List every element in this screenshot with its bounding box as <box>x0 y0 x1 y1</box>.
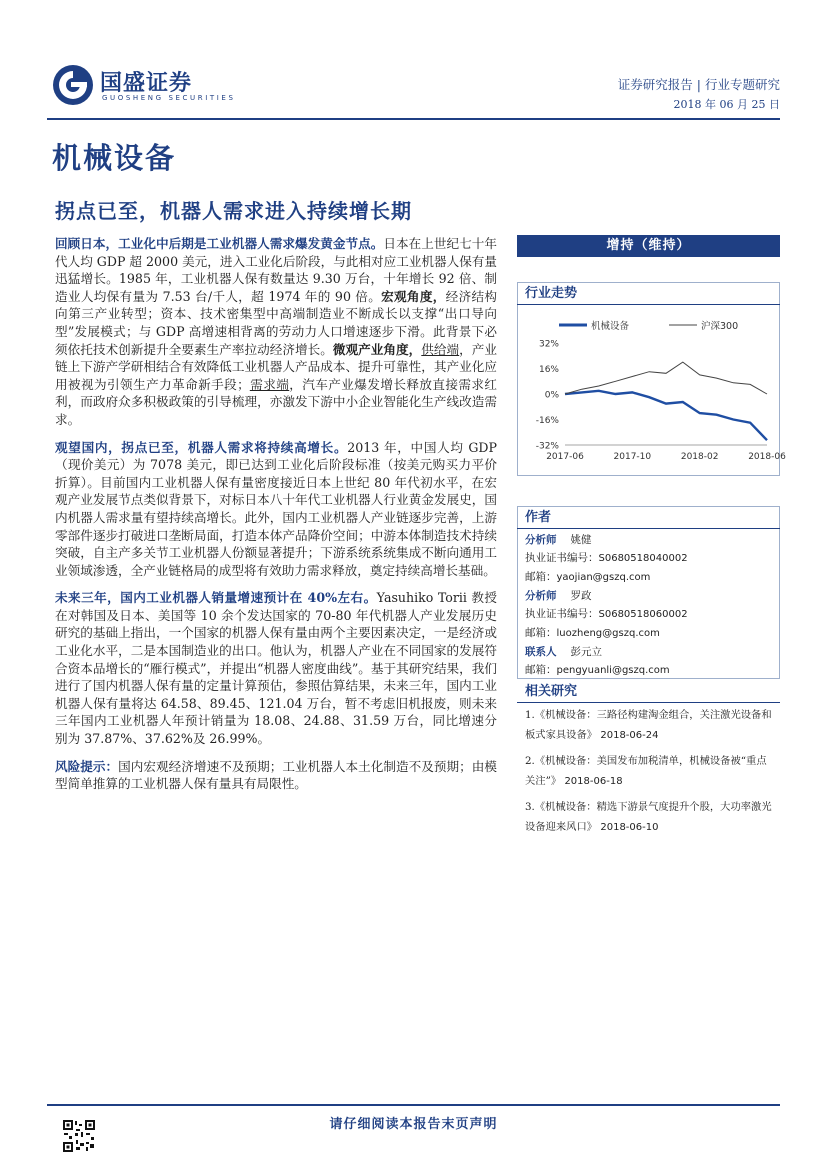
author-email: luozheng@gszq.com <box>556 628 660 639</box>
author-role: 分析师 <box>525 534 557 546</box>
x-tick-label: 2018-02 <box>680 452 719 462</box>
paragraph-subhead: 宏观角度， <box>381 288 446 304</box>
footer-divider <box>47 1104 780 1106</box>
author-name-row <box>525 531 775 549</box>
y-tick-label: -32% <box>535 441 559 452</box>
cert-number: S0680518060002 <box>598 609 688 620</box>
related-item[interactable] <box>525 797 775 838</box>
y-tick-label: 0% <box>544 390 559 401</box>
author-email-row <box>525 568 775 587</box>
report-kind: 证券研究报告 <box>617 77 693 92</box>
related-item-date: 2018-06-24 <box>600 730 659 741</box>
series-line-csi300 <box>565 362 767 394</box>
authors-title: 作者 <box>517 506 780 529</box>
summary-paragraph-forecast <box>55 589 497 747</box>
author-name-row <box>525 587 775 605</box>
series-line-machinery <box>565 391 767 440</box>
summary-paragraph-china <box>55 439 497 580</box>
contact-email: pengyuanli@gszq.com <box>556 665 670 676</box>
email-label: 邮箱： <box>525 664 557 676</box>
email-label: 邮箱： <box>525 627 557 639</box>
cert-label: 执业证书编号： <box>525 552 599 564</box>
related-item-date: 2018-06-10 <box>600 822 659 833</box>
header-divider <box>47 118 780 120</box>
paragraph-text: 2013 年，中国人均 GDP（现价美元）为 7078 美元，即已达到工业化后阶段标准（按美元购买力平价折算）。目前国内工业机器人保有量密度接近日本上世纪 80 年代初水平，在宏观产业发展节点类似背景下，对标日本八十年代工业机器人行业黄金发展史，国内机器人需求量有望持续高增长。此外，国内工业机器人产业链逐步完善，上游零部件逐步打破进口垄断局面，打造本体产品降价空间；中游本体制造技术持续突破，自主产多关节工业机器人份额显著提升；下游系统系统集成不断向通用工业领域渗透，全产业链格局的成型将有效助力需求释放，奠定持续高增长基础。 <box>55 439 497 578</box>
sector-title: 机械设备 <box>52 141 177 175</box>
related-item[interactable] <box>525 751 775 792</box>
rating-badge: 增持（维持） <box>517 235 780 257</box>
x-tick-label: 2017-10 <box>613 452 652 462</box>
y-tick-label: 32% <box>538 339 559 350</box>
paragraph-lead: 未来三年，国内工业机器人销量增速预计在 40%左右。 <box>55 590 377 606</box>
contact-role: 联系人 <box>525 646 557 658</box>
contact-name-row <box>525 643 775 661</box>
trend-title: 行业走势 <box>517 282 780 305</box>
related-research-title: 相关研究 <box>517 680 780 703</box>
report-date: 2018 年 06 月 25 日 <box>673 98 780 111</box>
paragraph-text: 日本在上世纪七十年代人均 GDP 超 2000 美元，进入工业化后阶段，与此相对应工业机器人保有量迅猛增长。1985 年，工业机器人保有数量达 9.30 万台，十年增长 92 倍、制造业人均保有量为 7.53 台/千人，超 1974 年的 90 倍。 <box>55 236 498 304</box>
risk-text: 国内宏观经济增速不及预期；工业机器人本土化制造不及预期；由模型简单推算的工业机器人保有量具有局限性。 <box>55 758 498 792</box>
related-item-title: 1.《机械设备：三路径构建淘金组合，关注激光设备和板式家具设备》 <box>525 709 772 741</box>
author-email: yaojian@gszq.com <box>556 572 651 583</box>
underlined-term: 需求端 <box>249 376 290 392</box>
author-cert-row <box>525 605 775 624</box>
paragraph-lead: 观望国内，拐点已至，机器人需求将持续高增长。 <box>55 439 348 455</box>
contact-name: 彭元立 <box>570 646 602 658</box>
risk-lead: 风险提示： <box>55 758 119 774</box>
report-type: 证券研究报告 | 行业专题研究 <box>617 77 780 92</box>
report-title: 拐点已至，机器人需求进入持续增长期 <box>55 199 412 223</box>
cert-number: S0680518040002 <box>598 553 688 564</box>
summary-paragraph-japan <box>55 235 497 429</box>
paragraph-text: ，汽车产业爆发增长释放直接需求红利，而政府众多积极政策的引导梳理，亦激发下游中小企业智能化生产线改造需求。 <box>55 376 498 427</box>
author-list <box>525 531 775 680</box>
industry-trend-chart <box>517 305 786 475</box>
report-category: 行业专题研究 <box>704 77 780 92</box>
paragraph-lead: 回顾日本，工业化中后期是工业机器人需求爆发黄金节点。 <box>55 236 384 251</box>
paragraph-text: 经济结构向第三产业转型；资本、技术密集型中高端制造业不断成长以支撑“出口导向型”发展模式；与 GDP 高增速相背离的劳动力人口增速逐步下滑。此背景下必须依托技术创新提升全要素生产率拉动经济增长。 <box>55 288 498 357</box>
email-label: 邮箱： <box>525 571 557 583</box>
author-name: 罗政 <box>570 590 592 602</box>
y-tick-label: -16% <box>535 416 559 426</box>
author-name: 姚健 <box>570 534 592 546</box>
company-logo-icon <box>52 64 94 106</box>
paragraph-text: Yasuhiko Torii 教授在对韩国及日本、美国等 10 余个发达国家的 70-80 年代机器人产业发展历史研究的基础上指出，一个国家的机器人保有量由两个主要因素决定，一是经济或工业化水平，二是本国制造业的出口。他认为，机器人产业在不同国家的发展符合资本品增长的“雁行模式”，并提出“机器人密度曲线”。基于其研究结果，我们进行了国内机器人保有量的定量计算预估，参照估算结果，未来三年，国内工业机器人保有量将达 64.58、89.45、121.04 万台，暂不考虑旧机报废，则未来三年国内工业机器人年预计销量为 18.08、24.88、31.59 万台，同比增速分别为 37.87%、37.62%及 26.99%。 <box>55 590 497 747</box>
y-tick-label: 16% <box>538 365 559 375</box>
cert-label: 执业证书编号： <box>525 608 599 620</box>
legend-label: 沪深300 <box>701 321 739 332</box>
paragraph-text: ，产业链上下游产学研相结合有效降低工业机器人产品成本、提升可靠性，其产业化应用被视为引领生产力革命新手段； <box>55 341 498 392</box>
related-item[interactable] <box>525 705 775 746</box>
legend-label: 机械设备 <box>591 321 630 332</box>
related-item-date: 2018-06-18 <box>564 776 623 787</box>
x-tick-label: 2017-06 <box>546 452 584 462</box>
company-name: 国盛证券 <box>100 71 193 96</box>
x-tick-label: 2018-06 <box>748 452 786 462</box>
author-email-row <box>525 624 775 643</box>
paragraph-subhead: 微观产业角度， <box>332 341 422 357</box>
underlined-term: 供给端 <box>421 341 460 357</box>
author-cert-row <box>525 549 775 568</box>
related-research-list <box>525 705 775 843</box>
footer-disclaimer: 请仔细阅读本报告末页声明 <box>329 1117 498 1132</box>
risk-warning <box>55 758 497 793</box>
author-role: 分析师 <box>525 590 557 602</box>
contact-email-row <box>525 661 775 680</box>
report-summary <box>55 235 497 803</box>
company-name-en: GUOSHENG SECURITIES <box>102 94 236 102</box>
related-item-title: 2.《机械设备：美国发布加税清单，机械设备被“重点关注”》 <box>525 755 767 787</box>
related-item-title: 3.《机械设备：精选下游景气度提升个股，大功率激光设备迎来风口》 <box>525 801 772 833</box>
